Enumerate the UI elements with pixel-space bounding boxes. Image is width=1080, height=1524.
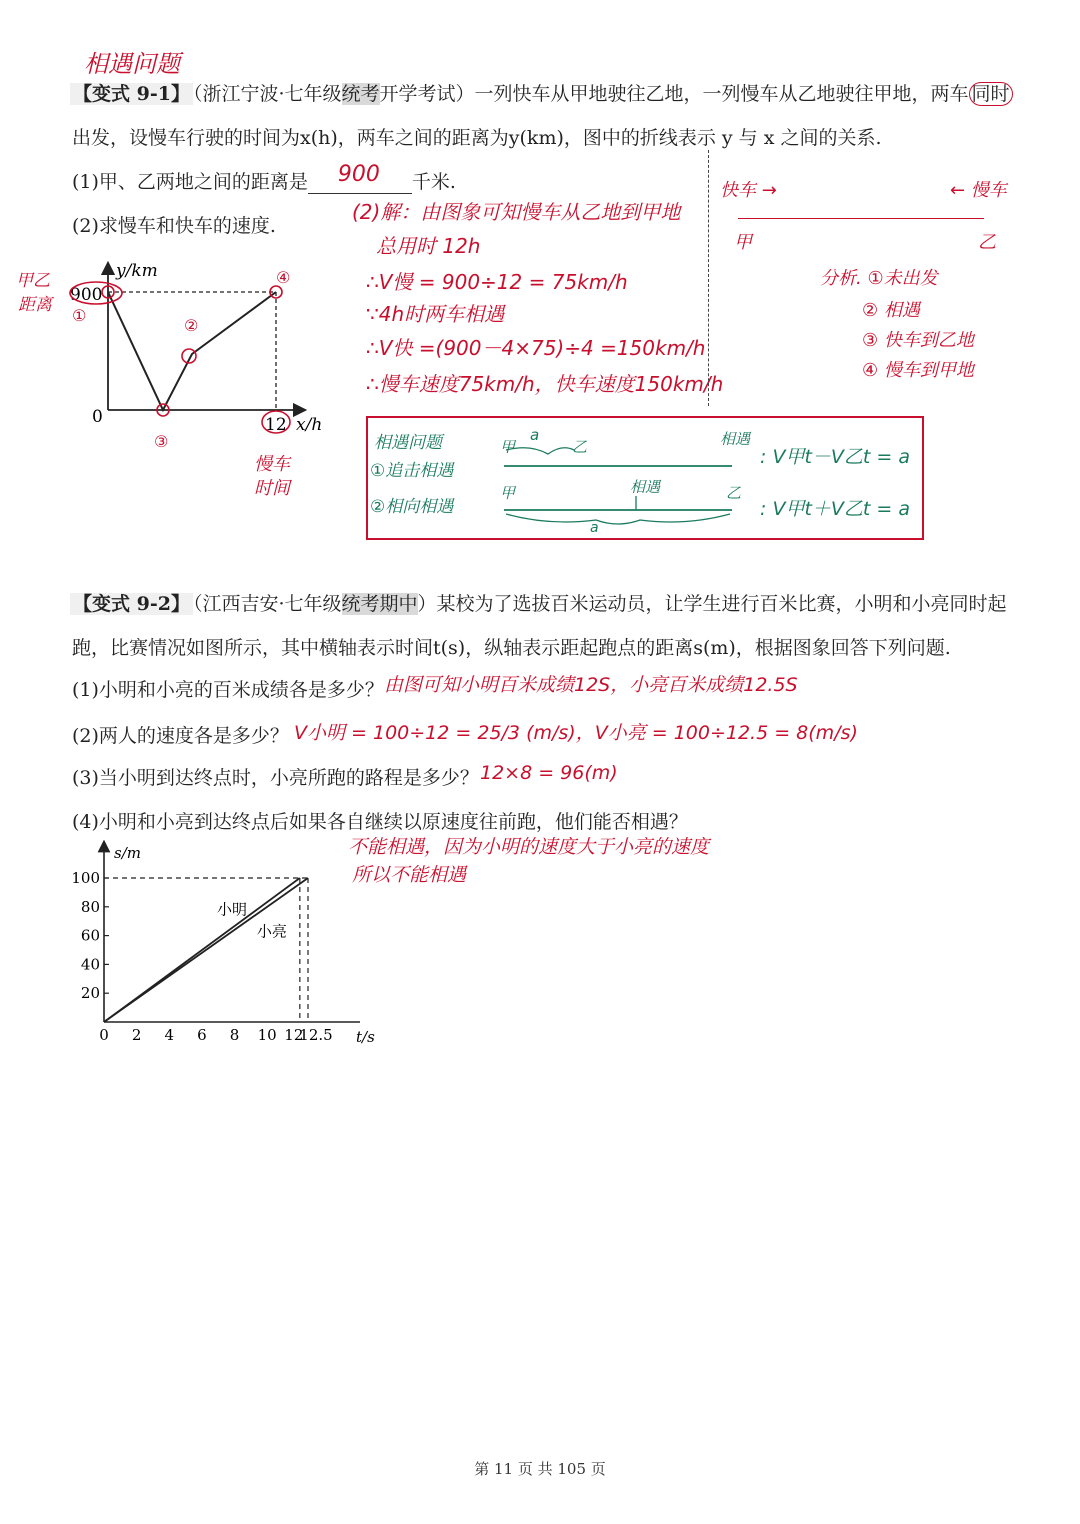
q1-part1-post: 千米. [411,171,456,193]
box-jia1: 甲 [500,438,516,456]
box-yi1: 乙 [572,438,588,456]
q2-ytick-label: 20 [80,984,100,1003]
q1-line1-highlight: 统考 [341,83,380,105]
q2-line1-highlight: 统考期中 [341,593,418,615]
box-formula2: : V甲t＋V乙t = a [760,498,910,520]
q1-answer: 900 [337,162,380,187]
box-a2: a [590,520,599,536]
q2-answer3: 12×8 = 96(m) [480,762,618,784]
q2-tag: 【变式 9-2】 [70,593,193,615]
q2-line2: 跑，比赛情况如图所示，其中横轴表示时间t(s)，纵轴表示距起跑点的距离s(m)，根据图象回答下列问题. [72,637,951,659]
q1-note-bottom-a: 慢车 [254,454,290,475]
q2-line1-post: ）某校为了选拔百米运动员，让学生进行百米比赛，小明和小亮同时起 [417,593,1007,615]
q1-note-bottom-b: 时间 [254,478,290,499]
q2-xtick-label: 0 [99,1026,109,1044]
q2-part4: (4)小明和小亮到达终点后如果各自继续以原速度往前跑，他们能否相遇？ [72,811,688,833]
diagram-line [738,218,984,219]
divider [708,150,709,406]
box-yi2: 乙 [726,484,742,502]
q1-note-n3: ③ [154,432,169,451]
box-formula1: : V甲t－V乙t = a [760,446,910,468]
analysis-3: ④ 慢车到甲地 [862,360,974,381]
q2-part1: (1)小明和小亮的百米成绩各是多少？ [72,679,384,701]
q2-xtick-label: 6 [197,1026,207,1044]
box-row2: ②相向相遇 [370,497,454,517]
q1-note-left-top: 甲乙 [16,271,50,291]
q2-ylabel: s/m [114,844,141,862]
q1-solution-1: 总用时 12h [376,234,481,258]
q2-xtick-label: 2 [131,1026,142,1044]
q2-chart [60,836,380,1050]
q2-ytick-label: 60 [80,926,100,945]
q2-answer4-line2: 所以不能相遇 [352,864,467,886]
diagram-yi: 乙 [978,232,996,253]
diagram-jia: 甲 [734,232,752,253]
diagram-fast: 快车 → [720,180,777,201]
q2-answer2: V小明 = 100÷12 = 25/3 (m/s)，V小亮 = 100÷12.5 = 8(m/s) [294,722,858,744]
q1-origin: 0 [92,407,103,427]
q1-part2: (2)求慢车和快车的速度. [72,215,276,237]
analysis-0: 分析. ①未出发 [820,268,938,289]
q1-line1 [70,82,1013,106]
q2-xtick-label: 12.5 [299,1026,333,1044]
diagram-slow: ← 慢车 [950,180,1007,201]
q2-ytick-label: 100 [71,869,100,887]
q2-answer1: 由图可知小明百米成绩12S，小亮百米成绩12.5S [384,674,798,696]
q1-solution-3: ∵4h时两车相遇 [366,302,505,326]
q1-note-n4: ④ [276,268,291,287]
heading-note: 相遇问题 [84,50,180,78]
box-a1: a [530,426,540,444]
q2-ytick-label: 40 [80,955,100,974]
q1-solution-2: ∴V慢 = 900÷12 = 75km/h [366,270,628,294]
analysis-1: ② 相遇 [862,300,920,321]
q1-solution-0: (2)解：由图象可知慢车从乙地到甲地 [352,200,681,224]
box-meet1: 相遇 [720,430,751,448]
q1-ylabel: y/km [116,261,158,281]
q2-xlabel: t/s [356,1028,375,1046]
q1-xtick: 12 [265,415,287,435]
q2-answer4-line1: 不能相遇，因为小明的速度大于小亮的速度 [348,836,710,858]
q2-ytick-label: 80 [80,897,100,916]
q1-note-n2: ② [184,316,199,335]
q1-answer-blank [308,162,412,194]
q1-part1 [72,162,456,194]
q2-xtick-label: 12 [284,1026,304,1044]
q2-series-label: 小亮 [256,922,287,941]
q1-line1-circled: 同时 [969,82,1013,106]
q2-series-label: 小明 [217,900,248,919]
q1-xlabel: x/h [296,415,323,435]
q1-part1-pre: (1)甲、乙两地之间的距离是 [72,171,308,193]
q1-solution-4: ∴V快 =(900－4×75)÷4 =150km/h [366,336,706,360]
page-footer: 第 11 页 共 105 页 [474,1460,606,1478]
q2-xtick-label: 4 [164,1026,175,1044]
q1-ytick: 900 [70,285,103,305]
q1-graph [0,250,360,500]
box-title: 相遇问题 [374,433,442,453]
q1-note-left-bottom: 距离 [18,295,52,315]
q2-line1 [70,592,1007,616]
q2-xtick-label: 10 [257,1026,277,1044]
box-jia2: 甲 [500,484,516,502]
q2-part2: (2)两人的速度各是多少？ [72,725,289,747]
box-row1: ①追击相遇 [370,461,454,481]
q1-tag: 【变式 9-1】 [70,83,193,105]
analysis-2: ③ 快车到乙地 [862,330,974,351]
q1-line1-pre: （浙江宁波·七年级 [192,83,342,105]
q1-solution-5: ∴慢车速度75km/h，快车速度150km/h [366,372,724,396]
q1-line1-post: 开学考试）一列快车从甲地驶往乙地，一列慢车从乙地驶往甲地，两车 [379,83,969,105]
q2-part3: (3)当小明到达终点时，小亮所跑的路程是多少？ [72,767,479,789]
q1-note-n1: ① [72,306,87,325]
q2-series-line [104,878,308,1022]
q1-line2: 出发，设慢车行驶的时间为x(h)，两车之间的距离为y(km)，图中的折线表示 y 与 x 之间的关系. [72,127,882,149]
q2-line1-pre: （江西吉安·七年级 [192,593,342,615]
q2-xtick-label: 8 [229,1026,240,1044]
q1-polyline [108,292,276,410]
box-meet2: 相遇 [630,478,661,496]
